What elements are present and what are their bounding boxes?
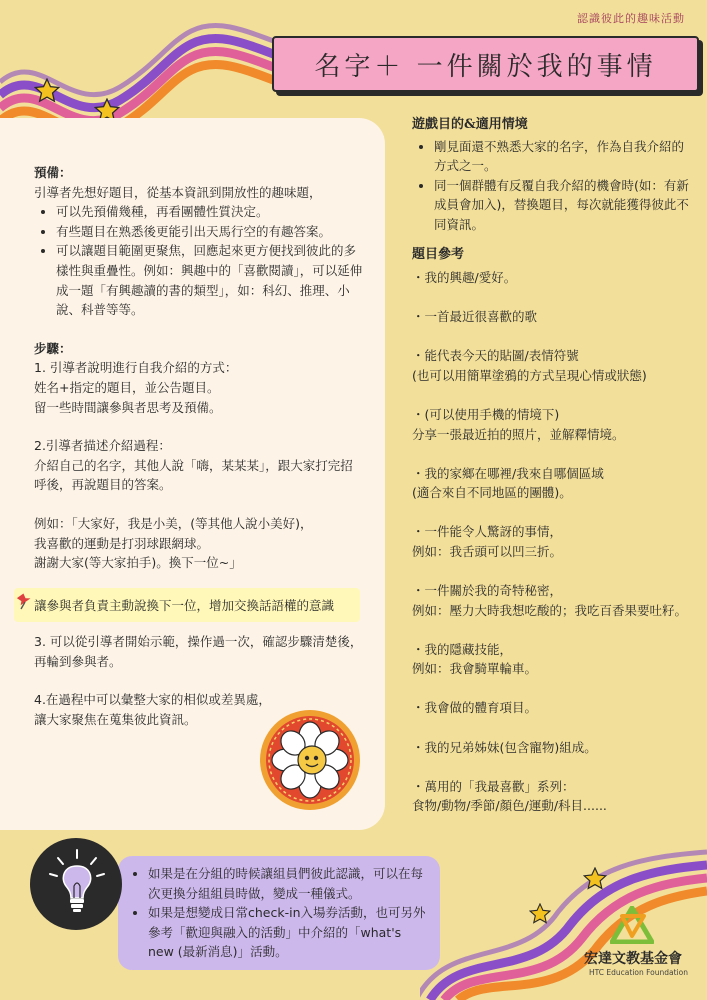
star-icon (529, 903, 551, 925)
example-line: 例如：「大家好，我是小美，(等其他人說小美好)， (34, 515, 313, 531)
topic-item: ・我的興趣/愛好。 (412, 270, 517, 286)
example-block (34, 514, 364, 573)
prep-heading: 預備： (34, 165, 72, 180)
list-item: • 如果是在分組的時候讓組員們彼此認識，可以在每次更換分組組員時做，變成一種儀式。 (148, 864, 428, 903)
topic-item: ・我的兄弟姊妹(包含寵物)組成。 (412, 739, 597, 755)
list-item: • 可以先預備幾種，再看團體性質決定。 (56, 202, 364, 222)
lightbulb-icon (44, 846, 110, 920)
example-line: 謝謝大家(等大家拍手)。換下一位~」 (34, 555, 242, 571)
topic-item: ・(可以使用手機的情境下) 分享一張最近拍的照片，並解釋情境。 (412, 407, 625, 442)
flower-smiley-icon (258, 708, 362, 812)
list-item: • 可以讓題目範圍更聚焦，回應起來更方便找到彼此的多樣性與重疊性。例如：興趣中的「喜歡閱讀」，可以延伸成一題「有興趣讀的書的類型」，如：科幻、推理、小說、科普等等。 (56, 241, 364, 319)
topic-item: ・萬用的「我最喜歡」系列： 食物/動物/季節/顏色/運動/科目...... (412, 778, 607, 814)
topic-item: ・一件關於我的奇特秘密， 例如：壓力大時我想吃酸的；我吃百香果要吐籽。 (412, 583, 688, 618)
step-line: 1. 引導者說明進行自我介紹的方式： (34, 360, 238, 376)
list-item: • 有些題目在熟悉後更能引出天馬行空的有趣答案。 (56, 222, 364, 242)
step-line: 留一些時間讓參與者思考及預備。 (34, 399, 222, 415)
purpose-heading: 遊戲目的&適用情境 (412, 117, 528, 132)
topic-item: ・我會做的體育項目。 (412, 700, 538, 716)
topic-item: ・一首最近很喜歡的歌 (412, 309, 538, 325)
left-content (34, 163, 364, 573)
prep-intro: 引導者先想好題目，從基本資訊到開放性的趣味題， (34, 184, 322, 200)
list-item: • 剛見面還不熟悉大家的名字，作為自我介紹的方式之一。 (434, 137, 692, 176)
star-icon (34, 78, 60, 104)
highlight-text: 讓參與者負責主動說換下一位，增加交換話語權的意識 (34, 598, 335, 613)
right-content (412, 115, 692, 835)
step-line: 4.在過程中可以彙整大家的相似或差異處， (34, 692, 271, 708)
pushpin-icon (16, 592, 34, 610)
example-line: 我喜歡的運動是打羽球跟網球。 (34, 535, 210, 551)
page-title: 名字＋ 一件關於我的事情 (272, 36, 699, 92)
star-icon (583, 867, 607, 891)
prep-list (34, 202, 364, 320)
topics-heading: 題目參考 (412, 246, 465, 262)
activity-tag: 認識彼此的趣味活動 (577, 12, 685, 25)
purpose-list (412, 137, 692, 235)
foundation-english-name: HTC Education Foundation (589, 968, 688, 977)
topic-item: ・一件能令人驚訝的事情， 例如：我舌頭可以凹三折。 (412, 524, 563, 559)
step-1 (34, 358, 364, 417)
list-item: • 如果是想變成日常check-in入場券活動，也可另外參考「歡迎與融入的活動」中介紹的「what's new (最新消息)」活動。 (148, 903, 428, 962)
step-line: 姓名+指定的題目，並公告題目。 (34, 379, 220, 395)
step-line: 2.引導者描述介紹過程： (34, 438, 171, 454)
topic-item: ・我的隱藏技能， 例如：我會騎單輪車。 (412, 641, 538, 677)
steps-heading: 步驟： (34, 340, 72, 356)
foundation-logo-icon (610, 906, 654, 944)
foundation-name: 宏達文教基金會 (584, 951, 682, 967)
tip-content (128, 864, 428, 962)
step-line: 介紹自己的名字，其他人說「嗨，某某某」，跟大家打完招呼後，再說題目的答案。 (34, 457, 353, 493)
topic-item: ・能代表今天的貼圖/表情符號 (也可以用簡單塗鴉的方式呈現心情或狀態) (412, 348, 647, 383)
step-2 (34, 436, 364, 495)
topic-item: ・我的家鄉在哪裡/我來自哪個區域 (適合來自不同地區的團體)。 (412, 465, 604, 501)
tip-list (128, 864, 428, 962)
step-3: 3. 可以從引導者開始示範，操作過一次，確認步驟清楚後，再輪到參與者。 (34, 634, 363, 669)
list-item: • 同一個群體有反覆自我介紹的機會時(如：有新成員會加入)，替換題目，每次就能獲得彼此不同資訊。 (434, 176, 692, 235)
step-line: 讓大家聚焦在蒐集彼此資訊。 (34, 711, 197, 727)
